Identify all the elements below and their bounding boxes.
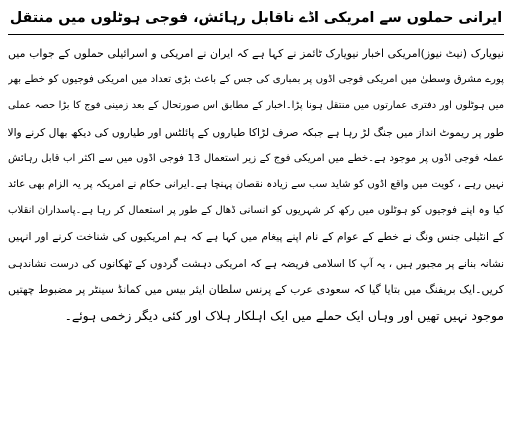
article-line: پورے مشرق وسطیٰ میں امریکی فوجی اڈوں پر بمباری کی جس کے باعث بڑی تعداد میں امریکی فوجیوں کو خطے بھر [8, 74, 504, 86]
article-line: کریں۔ایک بریفنگ میں بتایا گیا کہ سعودی عرب کے پرنس سلطان ایئر بیس میں کمانڈ سینٹر پر مضبوط چھتیں [8, 282, 504, 296]
headline: ایرانی حملوں سے امریکی اڈے ناقابل رہائش، فوجی ہوٹلوں میں منتقل [9, 10, 503, 26]
article-line: کے انٹیلی جنس ونگ نے خطے کے عوام کے نام اپنے پیغام میں کہا ہے کہ ہم امریکیوں کی شناخت کرنے اور انہیں [8, 230, 504, 244]
article-line: نہیں رہے ، کویت میں واقع اڈوں کو شاید سب سے زیادہ نقصان پہنچا ہے۔ایرانی حکام نے امریکہ پر یہ الزام بھی عائد [8, 178, 504, 190]
article-body [8, 41, 504, 329]
article-line: طور پر ریموٹ انداز میں جنگ لڑ رہا ہے جبکہ صرف لڑاکا طیاروں کے پائلٹس اور طیاروں کی دیکھ بھال کرنے والا [8, 125, 504, 139]
article-line: نیویارک (نیٹ نیوز)امریکی اخبار نیویارک ٹائمز نے کہا ہے کہ ایران نے امریکی و اسرائیلی حملوں کے جواب میں [8, 47, 504, 60]
article-line: عملہ فوجی اڈوں پر موجود ہے۔خطے میں امریکی فوج کے زیر استعمال 13 فوجی اڈوں میں سے اکثر اب قابل رہائش [8, 152, 504, 164]
article-line: موجود نہیں تھیں اور وہاں ایک حملے میں ایک اہلکار ہلاک اور کئی دیگر زخمی ہوئے۔ [64, 307, 504, 323]
article-line: نشانہ بنانے پر مجبور ہیں ، یہ آپ کا اسلامی فریضہ ہے کہ امریکی دہشت گردوں کے ٹھکانوں کی درست نشاندہی [8, 257, 504, 270]
headline-divider [8, 34, 504, 35]
article-line: میں ہوٹلوں اور دفتری عمارتوں میں منتقل ہونا پڑا۔اخبار کے مطابق اس صورتحال کے بعد زمینی فوج کا بڑا حصہ عملی [8, 100, 504, 112]
article-line: کیا وہ اپنے فوجیوں کو ہوٹلوں میں رکھ کر شہریوں کو انسانی ڈھال کے طور پر استعمال کر رہا ہے۔پاسداران انقلاب [8, 205, 504, 217]
